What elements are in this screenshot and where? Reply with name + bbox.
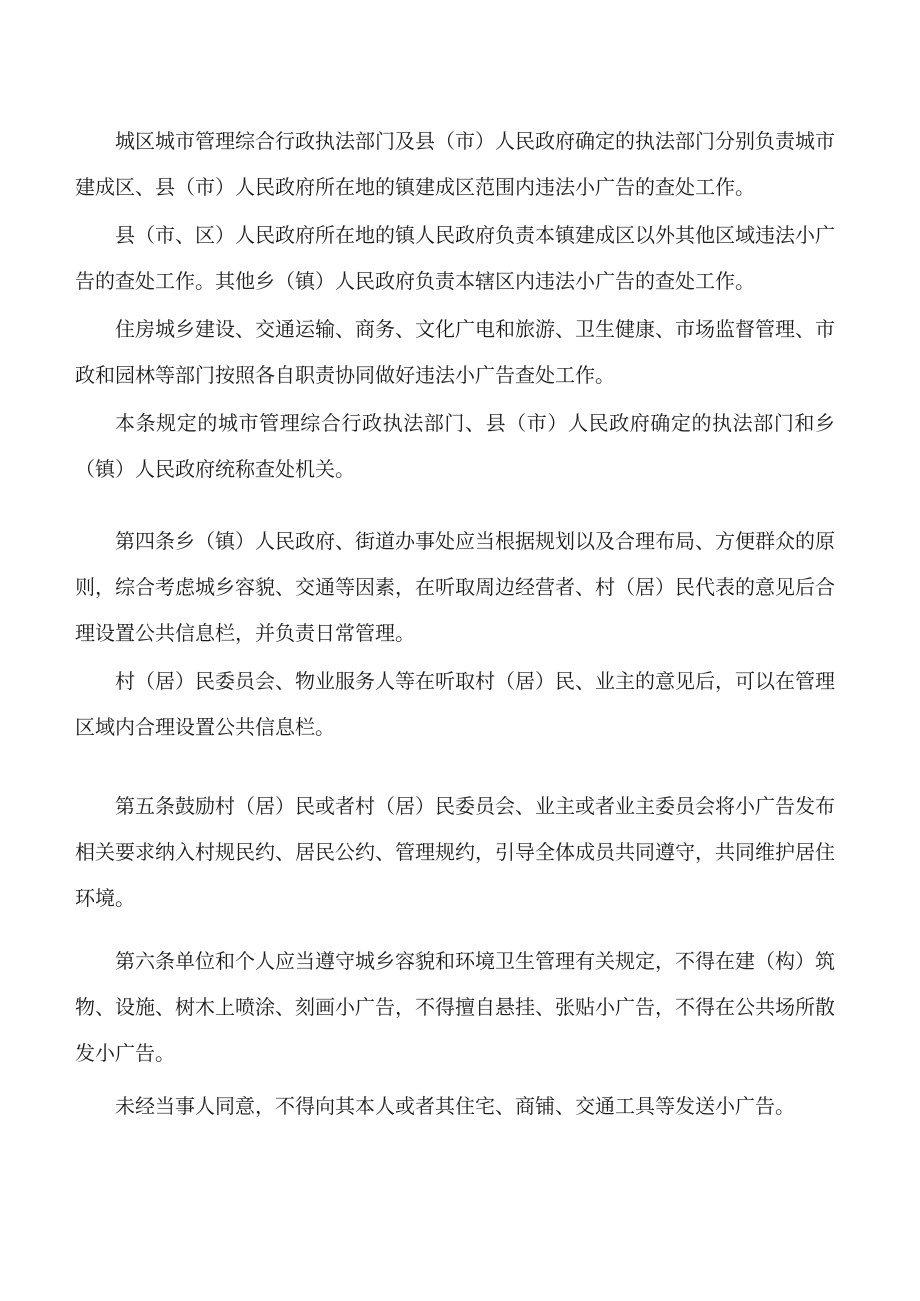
- paragraph-article-4-committees: 村（居）民委员会、物业服务人等在听取村（居）民、业主的意见后，可以在管理区域内合理设置公共信息栏。: [75, 669, 835, 739]
- paragraph-article-6: 第六条单位和个人应当遵守城乡容貌和环境卫生管理有关规定，不得在建（构）筑物、设施、树木上喷涂、刻画小广告，不得擅自悬挂、张贴小广告，不得在公共场所散发小广告。: [75, 949, 835, 1065]
- paragraph-article-6-consent: 未经当事人同意，不得向其本人或者其住宅、商铺、交通工具等发送小广告。: [115, 1094, 795, 1118]
- paragraph-article-4: 第四条乡（镇）人民政府、街道办事处应当根据规划以及合理布局、方便群众的原则，综合考虑城乡容貌、交通等因素，在听取周边经营者、村（居）民代表的意见后合理设置公共信息栏，并负责日常管理。: [75, 529, 835, 645]
- paragraph-cooperating-departments: 住房城乡建设、交通运输、商务、文化广电和旅游、卫生健康、市场监督管理、市政和园林等部门按照各自职责协同做好违法小广告查处工作。: [75, 317, 835, 387]
- paragraph-investigation-authorities: 本条规定的城市管理综合行政执法部门、县（市）人民政府确定的执法部门和乡（镇）人民政府统称查处机关。: [75, 411, 835, 481]
- paragraph-town-governments: 县（市、区）人民政府所在地的镇人民政府负责本镇建成区以外其他区域违法小广告的查处工作。其他乡（镇）人民政府负责本辖区内违法小广告的查处工作。: [75, 223, 835, 293]
- paragraph-enforcement-departments: 城区城市管理综合行政执法部门及县（市）人民政府确定的执法部门分别负责城市建成区、县（市）人民政府所在地的镇建成区范围内违法小广告的查处工作。: [75, 129, 835, 199]
- paragraph-article-5: 第五条鼓励村（居）民或者村（居）民委员会、业主或者业主委员会将小广告发布相关要求纳入村规民约、居民公约、管理规约，引导全体成员共同遵守，共同维护居住环境。: [75, 794, 835, 910]
